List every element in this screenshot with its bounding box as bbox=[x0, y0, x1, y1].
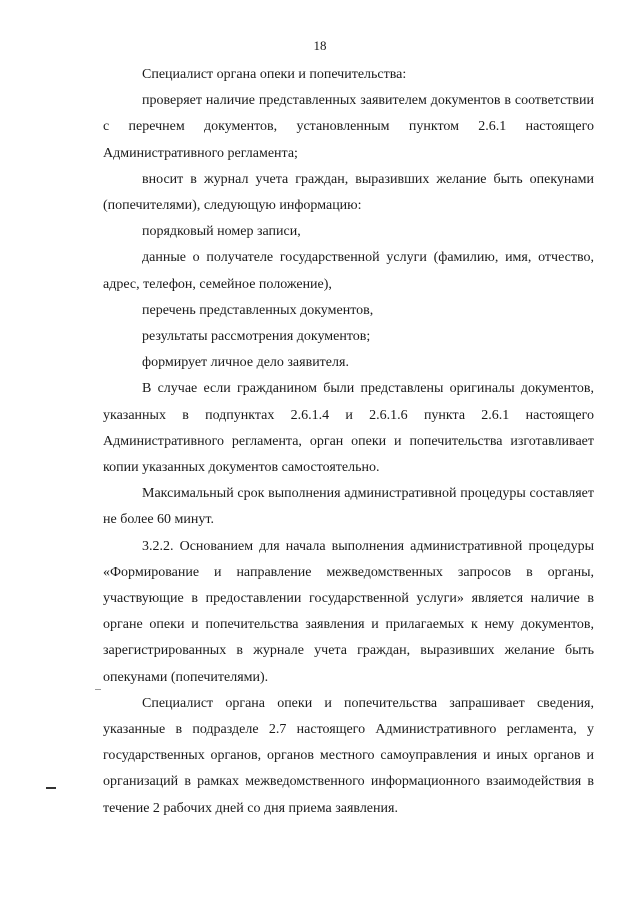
paragraph-documents-list: перечень представленных документов, bbox=[142, 302, 374, 318]
page-number: 18 bbox=[313, 38, 327, 53]
paragraph-recipient-data: данные о получателе государственной услуги (фамилию, имя, отчество, адрес, телефон, семейное положение), bbox=[103, 250, 594, 292]
paragraph-checks-documents: проверяет наличие представленных заявителем документов в соответствии с перечнем документов, установленным пунктом 2.6.1 настоящего Административного регламента; bbox=[103, 93, 594, 161]
paragraph-specialist-intro: Специалист органа опеки и попечительства: bbox=[142, 67, 407, 82]
paragraph-section-3-2-2: 3.2.2. Основанием для начала выполнения административной процедуры «Формирование и направление межведомственных запросов в органы, участвующие в предоставлении государственной услуги» является наличие в органе опеки и попечительства заявления и прилагаемых к нему документов, зарегистрированных в журнале учета граждан, выразивших желание быть опекунами (попечителями). bbox=[103, 538, 594, 685]
document-body bbox=[103, 62, 594, 822]
margin-tick-mark bbox=[95, 689, 101, 690]
margin-dash-mark bbox=[46, 787, 56, 789]
paragraph-max-duration: Максимальный срок выполнения административной процедуры составляет не более 60 минут. bbox=[103, 486, 594, 528]
paragraph-personal-file: формирует личное дело заявителя. bbox=[142, 355, 349, 371]
paragraph-interagency-requests: Специалист органа опеки и попечительства запрашивает сведения, указанные в подразделе 2.7 настоящего Административного регламента, у государственных органов, органов местного самоуправления и иных органов и организаций в рамках межведомственного информационного взаимодействия в течение 2 рабочих дней со дня приема заявления. bbox=[103, 695, 594, 816]
paragraph-journal-entry: вносит в журнал учета граждан, выразивших желание быть опекунами (попечителями), следующую информацию: bbox=[103, 171, 594, 214]
paragraph-record-number: порядковый номер записи, bbox=[142, 224, 301, 240]
paragraph-originals-copies: В случае если гражданином были представлены оригиналы документов, указанных в подпунктах 2.6.1.4 и 2.6.1.6 пункта 2.6.1 настоящего Административного регламента, орган опеки и попечительства изготавливает копии указанных документов самостоятельно. bbox=[103, 381, 594, 476]
paragraph-review-results: результаты рассмотрения документов; bbox=[142, 329, 371, 345]
